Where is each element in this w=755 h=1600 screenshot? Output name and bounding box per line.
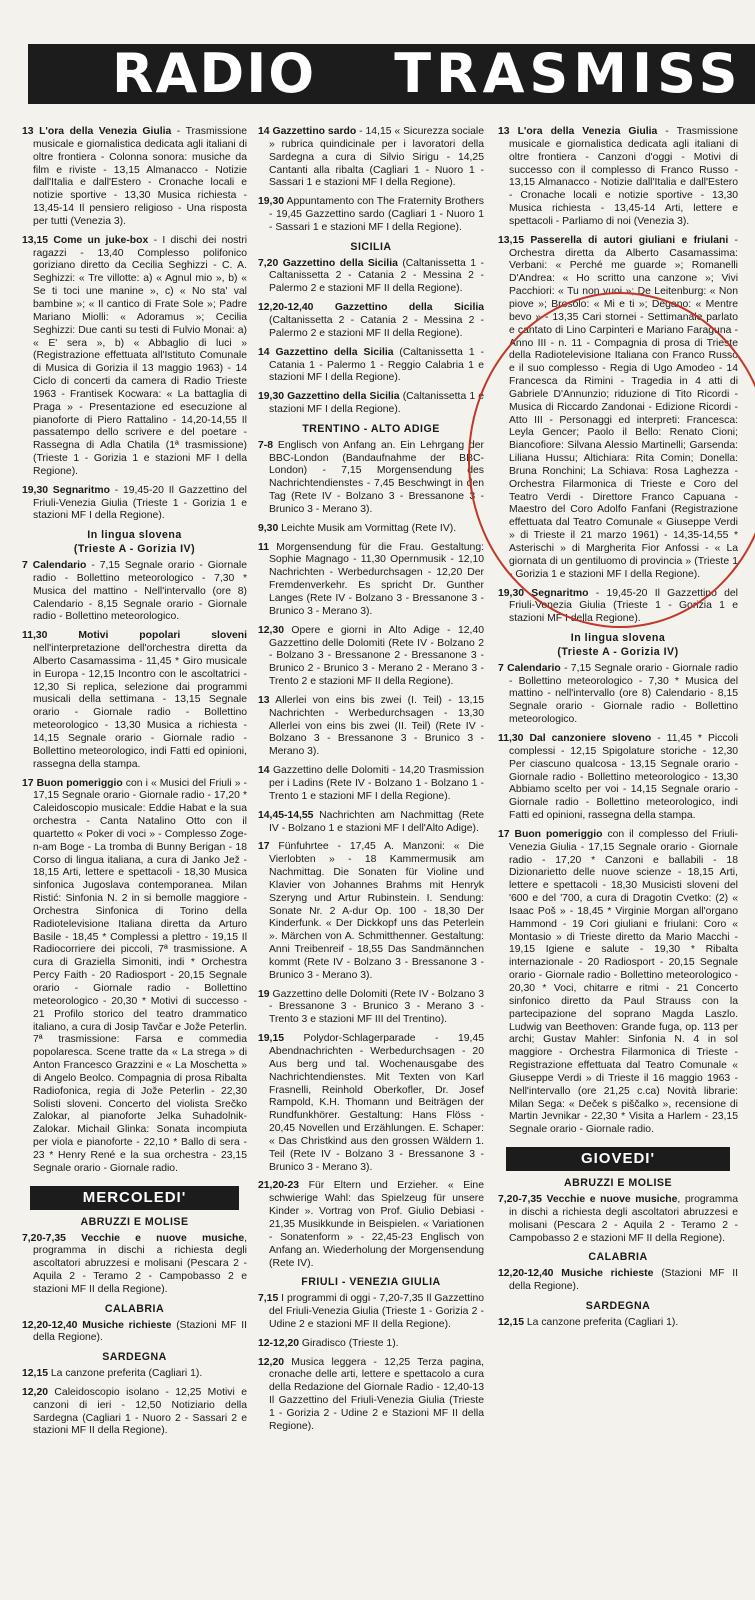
schedule-entry [22,126,247,229]
entry-time: 9,30 [258,522,279,534]
entry-time: 13,15 [498,234,525,246]
entry-time: 11,30 [498,732,524,744]
entry-text: (Caltanissetta 1 - Catania 1 - Palermo 1 - Reggio Calabria 1 e stazioni MF I della Regione). [269,346,484,384]
entry-time: 7 [498,662,504,674]
entry-time: 12,20-12,40 [258,302,314,314]
banner-word-radio: RADIO [112,44,317,104]
entry-title: Come un juke-box [53,234,149,246]
schedule-entry [258,989,484,1028]
entry-time: 7 [22,560,28,571]
entry-text: Fünfuhrtee - 17,45 A. Manzoni: « Die Vierlobten » - 18 Kammermusik am Nachmittag. Die Sonaten für Violine und Klavier von Johannes Brahms mit Henryk Szeryng und Artur Rubinstein. I. Sendung: Sonate Nr. 2 A-dur Op. 100 - 18,30 Der Kinderfunk. « Der Dickkopf uns das Peterlein ». Märchen von A. Schmitthenner. Gestaltung: Anni Treibenreif - 18,55 Das Sandmännchen kommt (Rete IV - Bolzano 3 - Bressanone 3 - Brunico 3 - Merano 3). [269,841,485,981]
entry-time: 11 [258,541,269,553]
region-heading: ABRUZZI E MOLISE [80,1215,189,1228]
schedule-entry [258,391,484,417]
entry-text: (Caltanissetta 2 - Catania 2 - Messina 2 - Palermo 2 e stazioni MF II della Regione). [269,314,484,339]
entry-time: 12,20 [258,1356,285,1368]
schedule-entry [258,1033,484,1174]
region-heading: CALABRIA [588,1251,648,1264]
schedule-entry [258,523,484,536]
schedule-entry [498,588,738,627]
entry-title: Motivi popolari sloveni [78,630,247,642]
entry-time: 19,30 [22,484,49,496]
entry-time: 19 [258,988,270,1000]
schedule-entry [258,1293,484,1332]
entry-text: Polydor-Schlagerparade - 19,45 Abendnachrichten - Werbedurchsagen - 20 Aus berg und tal. Wochenausgabe des Nachrichtendienstes. Mit Texten von Karl Frasnelli, Reinhold Oberkofler, Dr. Josef Rampold, K.H. Thomann und Beiträgen der Rundfunkhörer. Gestaltung: Hans Flöss - 20,45 Novellen und Erzählungen. E. Schaper: « Das Christkind aus den grossen Wäldern 1. Teil (Rete IV - Bolzano 3 - Bressanone 3 - Brunico 3 - Merano 3). [269,1033,485,1173]
entry-text: La canzone preferita (Cagliari 1). [526,1316,679,1328]
entry-text: I programmi di oggi - 7,20-7,35 Il Gazzettino del Friuli-Venezia Giulia (Trieste 1 - Gorizia 2 - Udine 2 e stazioni MF II della Regione). [269,1293,485,1330]
schedule-entry [258,1357,484,1434]
entry-text: - 14,15 « Sicurezza sociale » rubrica quindicinale per i lavoratori della Sardegna a cura di Silvio Sirigu - 14,25 Cantanti alla ribalta (Cagliari 1 - Nuoro 1 - Sassari 1 e stazioni MF I della Regione). [269,126,485,189]
schedule-entry [258,1180,484,1270]
banner-word-trasmiss: TRASMISS [394,44,743,104]
schedule-entry [498,1317,738,1330]
entry-title: L'ora della Venezia Giulia [39,126,172,137]
entry-time: 19,15 [258,1033,285,1045]
entry-title: Gazzettino della Sicilia [275,346,394,358]
entry-time: 12,20 [22,1386,49,1398]
entry-time: 19,30 [258,391,285,403]
entry-time: 19,30 [498,587,525,599]
entry-text: - Trasmissione musicale e giornalistica dedicata agli italiani di oltre frontiera - Canzoni d'oggi - Motivi di successo con il complesso di Franco Russo - 13,15 Almanacco - Notizie dall'Italia e dall'Estero - Cronache locali e notizie sportive - 13,30 Musica richiesta - 13,45-14 Arti, lettere e spettacoli - Parliamo di noi (Venezia 3). [509,126,738,227]
entry-title: Musiche richieste [561,1268,654,1280]
entry-title: Calendario [32,560,87,571]
entry-text: Für Eltern und Erzieher. « Eine schwierige Wahl: das Spielzeug für unsere Kinder ». Vortrag von Prof. Giulio Debiasi - 21,35 Musikkunde in Beispielen. « Variationen - Sonatenform » - 22,45-23 Englisch von Anfang an. Wiederholung der Morgensendung (Rete IV). [269,1180,484,1269]
day-header-giovedi: GIOVEDI' [506,1147,730,1171]
schedule-entry [22,1368,247,1381]
entry-text: - I dischi dei nostri ragazzi - 13,40 Complesso polifonico goriziano diretto da Cecilia Seghizzi - C. A. Seghizzi: « Tre villotte: a) « Agnul mio », b) « Se ti toci une manine », c) « No sta' val bambine »; « Il cantico di Frate Sole »; Padre Mariano Miolli: « Adoramus »; Cecilia Seghizzi: Due canti su testi di Fulvio Monai: a) « E' sera », b) « Abbaglio di luci » (Registrazione effettuata all'Istituto Comunale di Musica di Gorizia il 13 maggio 1963) - 14 Ciclo di concerti da camera di Radio Trieste 1963 - Frantisek Kocwara: « La battaglia di Praga » - Presentazione ed esecuzione al pianoforte di Piero Rattalino - 14,20-14,55 Il passatempo dello scrivere e del poetare - Rassegna di Adla Chatila (1ª trasmissione) (Trieste 1 - Gorizia 1 e stazioni MF I della Regione). [33,234,248,477]
column-left [22,126,247,1444]
entry-time: 17 [258,841,270,853]
schedule-entry [258,841,484,982]
schedule-entry [498,829,738,1137]
entry-title: Buon pomeriggio [514,828,603,840]
entry-time: 7,20 [258,257,279,269]
entry-title: Gazzettino della Sicilia [287,391,400,403]
column-right [498,126,738,1336]
entry-title: Segnaritmo [531,587,589,599]
entry-title: Vecchie e nuove musiche [81,1232,245,1244]
entry-time: 12-12,20 [258,1337,300,1349]
entry-title: Musiche richieste [82,1319,172,1331]
entry-text: Nachrichten am Nachmittag (Rete IV - Bolzano 1 e stazioni MF I dell'Alto Adige). [269,809,485,834]
schedule-entry [498,235,738,582]
entry-time: 12,20-12,40 [498,1268,554,1280]
entry-text: nell'interpretazione dell'orchestra diretta da Alberto Casamassima - 11,45 * Giro musicale in Europa - 12,15 Incontro con le ascoltatrici - 12,30 Si replica, selezione dai programmi musicali della settimana - 13,15 Segnale orario - Giornale radio - Bollettino meteorologico - 13,30 Musica a richiesta - 14,15 Segnale orario - Giornale radio - Bollettino meteorologico, indi Fatti ed opinioni, rassegna della stampa. [33,643,247,770]
schedule-entry [258,810,484,836]
entry-text: - 7,15 Segnale orario - Giornale radio - Bollettino meteorologico - 7,30 * Musica del mattino - nell'intervallo (ore 8) Calendario - 8,15 Segnale orario - Giornale radio - Bollettino meteorologico. [509,662,738,726]
entry-time: 19,30 [258,196,285,208]
schedule-entry [498,126,738,229]
day-header-mercoledi: MERCOLEDI' [30,1186,239,1210]
section-heading: In lingua slovena [570,632,666,645]
region-heading: SARDEGNA [102,1351,167,1364]
entry-text: - Trasmissione musicale e giornalistica dedicata agli italiani di oltre frontiera - Colonna sonora: musiche da film e riviste - 13,15 Almanacco - Notizie dall'Italia e dall'Estero - Cronache locali e notizie sportive - 13,30 Musica richiesta - 13,45-14 Il pensiero religioso - Una risposta per tutti (Venezia 3). [33,126,247,227]
entry-title: Vecchie e nuove musiche [546,1193,678,1205]
schedule-entry [22,1387,247,1438]
entry-time: 14 [258,346,270,358]
entry-time: 21,20-23 [258,1180,300,1192]
entry-text: Caleidoscopio isolano - 12,25 Motivi e canzoni di ieri - 12,50 Notiziario della Sardegna (Cagliari 1 - Nuoro 2 - Sassari 2 e stazioni MF II della Regione). [33,1386,247,1437]
entry-text: (Caltanissetta 1 e stazioni MF I della Regione). [269,391,484,416]
entry-text: Giradisco (Trieste 1). [301,1337,399,1349]
region-heading: TRENTINO - ALTO ADIGE [302,422,440,435]
entry-text: Englisch von Anfang an. Ein Lehrgang der BBC-London (Bandaufnahme der BBC-London) - 7,15 Morgensendung des Nachrichtendienstes - 7,45 Beschwingt in den Tag (Rete IV - Bolzano 3 - Bressanone 3 - Brunico 3 - Merano 3). [269,439,484,515]
entry-time: 7,15 [258,1293,279,1305]
entry-text: Gazzettino delle Dolomiti - 14,20 Trasmission per i Ladins (Rete IV - Bolzano 1 - Bolzano 1 - Trento 1 e stazioni MF I della Regione). [269,765,484,802]
entry-time: 7,20-7,35 [498,1193,542,1205]
entry-time: 12,30 [258,624,285,636]
schedule-entry [258,347,484,386]
entry-title: Gazzettino della Sicilia [334,302,484,314]
entry-text: con il complesso del Friuli-Venezia Giulia - 17,15 Segnale orario - Giornale radio - 17,20 * Canzoni e ballabili - 18 Dizionarietto delle nuove scienze - 18,15 Arti, lettere e spettacoli - 18,30 Musicisti sloveni del '600 e del '700, a cura di Dragotin Cvetko: (2) « Isaac Poš » - 18,45 * Virginie Morgan all'organo Hammond - 19 Cori giuliani e friulani: Coro « Montasio » di Trieste diretto da Mario Macchi - 19,15 Igiene e salute - 19,30 * Ribalta internazionale - 20 Radiosport - 20,15 Segnale orario - Giornale radio - Bollettino meteorologico - 20,30 * Voci, chitarre e ritmi - 21 Concerto sinfonico diretto da Paul Strauss con la partecipazione del soprano Magda Laszlo. Ludwig van Beethoven: Grande fuga, op. 113 per archi; Gustav Mahler: Sinfonia N. 4 in sol maggiore - Orchestra Filarmonica di Trieste - Registrazione effettuata dal Teatro Comunale « Giuseppe Verdi » di Trieste il 16 maggio 1963 - Nell'intervallo (ore 21,25 c.ca) Novità librarie: Milan Sega: « Deček s piščalko », recensione di Martin Jevnikar - 22,30 * Visita a Harlem - 23,15 Segnale orario - Giornale radio. [509,828,738,1136]
entry-time: 13 [498,126,510,137]
entry-title: Dal canzoniere sloveno [529,732,652,744]
entry-text: Allerlei von eins bis zwei (I. Teil) - 13,15 Nachrichten - Werbedurchsagen - 13,30 Allerlei von eins bis zwei (II. Teil) (Rete IV - Bolzano 3 - Bressanone 3 - Brunico 3 - Merano 3). [269,694,484,758]
entry-text: - 19,45-20 Il Gazzettino del Friuli-Venezia Giulia (Trieste 1 - Gorizia 1 e stazioni MF I della Regione). [33,484,247,522]
entry-time: 14 [258,126,270,137]
schedule-entry [22,1233,247,1297]
page-banner [28,44,755,104]
schedule-entry [498,663,738,727]
entry-time: 12,20-12,40 [22,1319,78,1331]
schedule-entry [22,560,247,624]
entry-title: Buon pomeriggio [36,777,123,789]
entry-time: 11,30 [22,630,48,642]
entry-text: La canzone preferita (Cagliari 1). [50,1368,203,1380]
entry-text: , programma in dischi a richiesta degli ascoltatori abruzzesi e molisani (Pescara 2 - Aquila 2 - Teramo 2 - Campobasso 2 e stazioni MF II della Regione). [33,1232,248,1295]
entry-title: L'ora della Venezia Giulia [517,126,658,137]
entry-text: con i « Musici del Friuli » - 17,15 Segnale orario - Giornale radio - 17,20 * Caleidoscopio musicale: Eddie Habat e la sua orchestra - Canta Natalino Otto con il quartetto « Poker di voci » - Complesso Zoge-n-am Boge - La tromba di Bunny Berigan - 18 Corso di lingua italiana, a cura di Janko Jež - 18,15 Arti, lettere e spettacoli - 18,30 Musica sinfonica Jugoslava contemporanea. Milan Ristić: Sinfonia N. 2 in si bemolle maggiore - Orchestra Sinfonica di Torino della Radiotelevisione Italiana diretta da Arturo Basile - 18,45 * Complessi a plettro - 19,15 Il Radiocorriere dei piccoli, 7ª trasmissione. A cura di Graziella Simoniti, indi * Orchestra Percy Faith - 20 Radiosport - 20,15 Segnale orario - Giornale radio - Bollettino meteorologico - 20,30 * Motivi di successo - 21 Profilo storico del teatro drammatico italiano, a cura di Josip Tavčar e Jože Peterlin. 7ª trasmissione: Farsa e commedia popolaresca. Scene tratte da « La strega » di Anton Francesco Grazzini e « La Moschetta » di Angelo Beolco. Compagnia di prosa Ribalta Radiofonica, regia di Jože Peterlin - 22,30 Solisti sloveni. Concerto del violista Srečko Zalokar, al pianoforte Jelka Suhadolnik-Zalokar. Michail Glinka: Sonata incompiuta per viola e pianoforte - 22,10 * Ballo di sera - 23 * Henry René e la sua orchestra - 23,15 Segnale orario - Giornale radio. [33,777,247,1174]
region-heading: ABRUZZI E MOLISE [563,1177,673,1190]
entry-title: Calendario [507,662,561,674]
schedule-entry [22,485,247,524]
schedule-entry [258,542,484,619]
entry-title: Segnaritmo [52,484,110,496]
schedule-entry [258,258,484,297]
schedule-entry [22,235,247,479]
entry-text: - 11,45 * Piccoli complessi - 12,15 Spigolature storiche - 12,30 Per ciascuno qualcosa - 13,15 Segnale orario - Giornale radio - Bollettino meteorologico - 13,30 Abbiamo scelto per voi - 14,15 Segnale orario - Giornale radio - Bollettino meteorologico, indi Fatti ed opinioni, rassegna della stampa. [509,732,739,822]
entry-text: (Caltanissetta 1 - Caltanissetta 2 - Catania 2 - Messina 2 - Palermo 2 e stazioni MF II della Regione). [269,257,484,295]
schedule-entry [258,126,484,190]
entry-time: 14 [258,765,270,777]
section-subheading: (Trieste A - Gorizia IV) [73,543,196,556]
schedule-entry [258,695,484,759]
schedule-entry [258,440,484,517]
schedule-entry [258,765,484,804]
schedule-entry [22,778,247,1176]
schedule-entry [498,1268,738,1294]
schedule-entry [498,1194,738,1245]
column-middle [258,126,484,1440]
schedule-entry [258,1338,484,1351]
entry-time: 14,45-14,55 [258,809,314,821]
entry-text: Appuntamento con The Fraternity Brothers - 19,45 Gazzettino sardo (Cagliari 1 - Nuoro 1 - Sassari 1 e stazioni MF I della Regione). [269,196,484,233]
entry-text: - 19,45-20 Il Gazzettino del Friuli-Venezia Giulia (Trieste 1 - Gorizia 1 e stazioni MF I della Regione). [509,587,738,625]
entry-text: , programma in dischi a richiesta degli ascoltatori abruzzesi e molisani (Pescara 2 - Aquila 2 - Teramo 2 - Campobasso 2 e stazioni MF II della Regione). [509,1193,738,1244]
region-heading: CALABRIA [104,1302,165,1315]
schedule-entry [258,625,484,689]
entry-text: - Orchestra diretta da Alberto Casamassima: Verbani: « Perché me guarde »; Romanelli D'Andrea: « Ho scritto una canzone »; Vivi Pacchiori: « Tu non vuoi »; De Leitenburg: « Non piove »; Brosolo: « Mi e ti »; Degano: « Mentre bevo » - 13,35 Cari stornei - Settimanale parlato e cantato di Lino Carpinteri e Mariano Faraguna - Anno III - n. 11 - Compagnia di prosa di Trieste della Radiotelevisione Italiana con Franco Russo e il suo complesso - Regia di Ugo Amodeo - 14 Francesca da Rimini - Tragedia in 4 atti di Gabriele D'Annunzio; riduzione di Tito Ricordi - Musica di Riccardo Zandonai - Edizione Ricordi - Atto III - Personaggi ed interpreti: Francesca: Leyla Gencer; Paolo il Bello: Renato Cioni; Biancofiore: Silvana Alessio Martinelli; Garsenda: Liliana Hussu; Altichiara: Rita Comin; Donella: Bruna Ronchini; La Schiava: Rosa Laghezza - Orchestra Filarmonica di Trieste e Coro del Teatro Verdi - Direttore Franco Capuana - Maestro del Coro Adolfo Fanfani (Registrazione effettuata dal Teatro Comunale « Giuseppe Verdi » di Trieste il 21 marzo 1961) - 14,35-14,55 * Asterischi » di Margherita Fior Anfossi - « La giornata di un gentiluomo di provincia » (Trieste 1 - Gorizia 1 e stazioni MF I della Regione). [509,234,738,580]
entry-time: 7,20-7,35 [22,1232,66,1244]
region-heading: SARDEGNA [585,1299,651,1312]
section-subheading: (Trieste A - Gorizia IV) [557,645,679,658]
schedule-entry [498,733,738,823]
entry-text: - 7,15 Segnale orario - Giornale radio - Bollettino meteorologico - 7,30 * Musica del mattino - Nell'intervallo (ore 8) Calendario - 8,15 Segnale orario - Giornale radio - Bollettino meteorologico. [33,560,248,623]
entry-title: Gazzettino della Sicilia [282,257,398,269]
entry-time: 12,15 [498,1316,525,1328]
entry-time: 17 [22,777,34,789]
entry-time: 13,15 [22,234,49,246]
entry-title: Gazzettino sardo [272,126,357,137]
entry-title: Passerella di autori giuliani e friulani [530,234,729,246]
entry-text: (Stazioni MF II della Regione). [33,1319,248,1344]
schedule-entry [22,630,247,771]
region-heading: SICILIA [350,240,392,253]
entry-time: 7-8 [258,439,274,451]
entry-time: 13 [258,694,270,706]
entry-time: 13 [22,126,34,137]
region-heading: FRIULI - VENEZIA GIULIA [301,1276,441,1289]
section-heading: In lingua slovena [87,529,182,542]
schedule-entry [22,1320,247,1346]
entry-text: Morgensendung für die Frau. Gestaltung: Sophie Magnago - 11,30 Opernmusik - 12,10 Nachrichten - Werbedurchsagen - 12,20 Der Fremdenverkehr. Es spricht Dr. Gunther Langes (Rete IV - Bolzano 3 - Bressanone 3 - Brunico 3 - Merano 3). [269,541,485,617]
schedule-entry [258,302,484,341]
schedule-entry [258,196,484,235]
entry-text: Musica leggera - 12,25 Terza pagina, cronache delle arti, lettere e spettacolo a cura della Redazione del Giornale Radio - 12,40-13 Il Gazzettino del Friuli-Venezia Giulia (Trieste 1 - Gorizia 2 - Udine 2 e Stazioni MF II della Regione). [269,1356,485,1432]
entry-time: 17 [498,828,510,840]
entry-text: Gazzettino delle Dolomiti (Rete IV - Bolzano 3 - Bressanone 3 - Brunico 3 - Merano 3 - Trento 3 e stazioni MF III del Trentino). [269,988,485,1026]
entry-time: 12,15 [22,1368,49,1380]
entry-text: Opere e giorni in Alto Adige - 12,40 Gazzettino delle Dolomiti (Rete IV - Bolzano 2 - Bolzano 3 - Bressanone 2 - Bressanone 3 - Brunico 2 - Brunico 3 - Merano 2 - Merano 3 - Trento 2 e stazioni MF II della Regione). [269,624,484,688]
entry-text: Leichte Musik am Vormittag (Rete IV). [281,522,457,534]
entry-text: (Stazioni MF II della Regione). [509,1268,739,1293]
